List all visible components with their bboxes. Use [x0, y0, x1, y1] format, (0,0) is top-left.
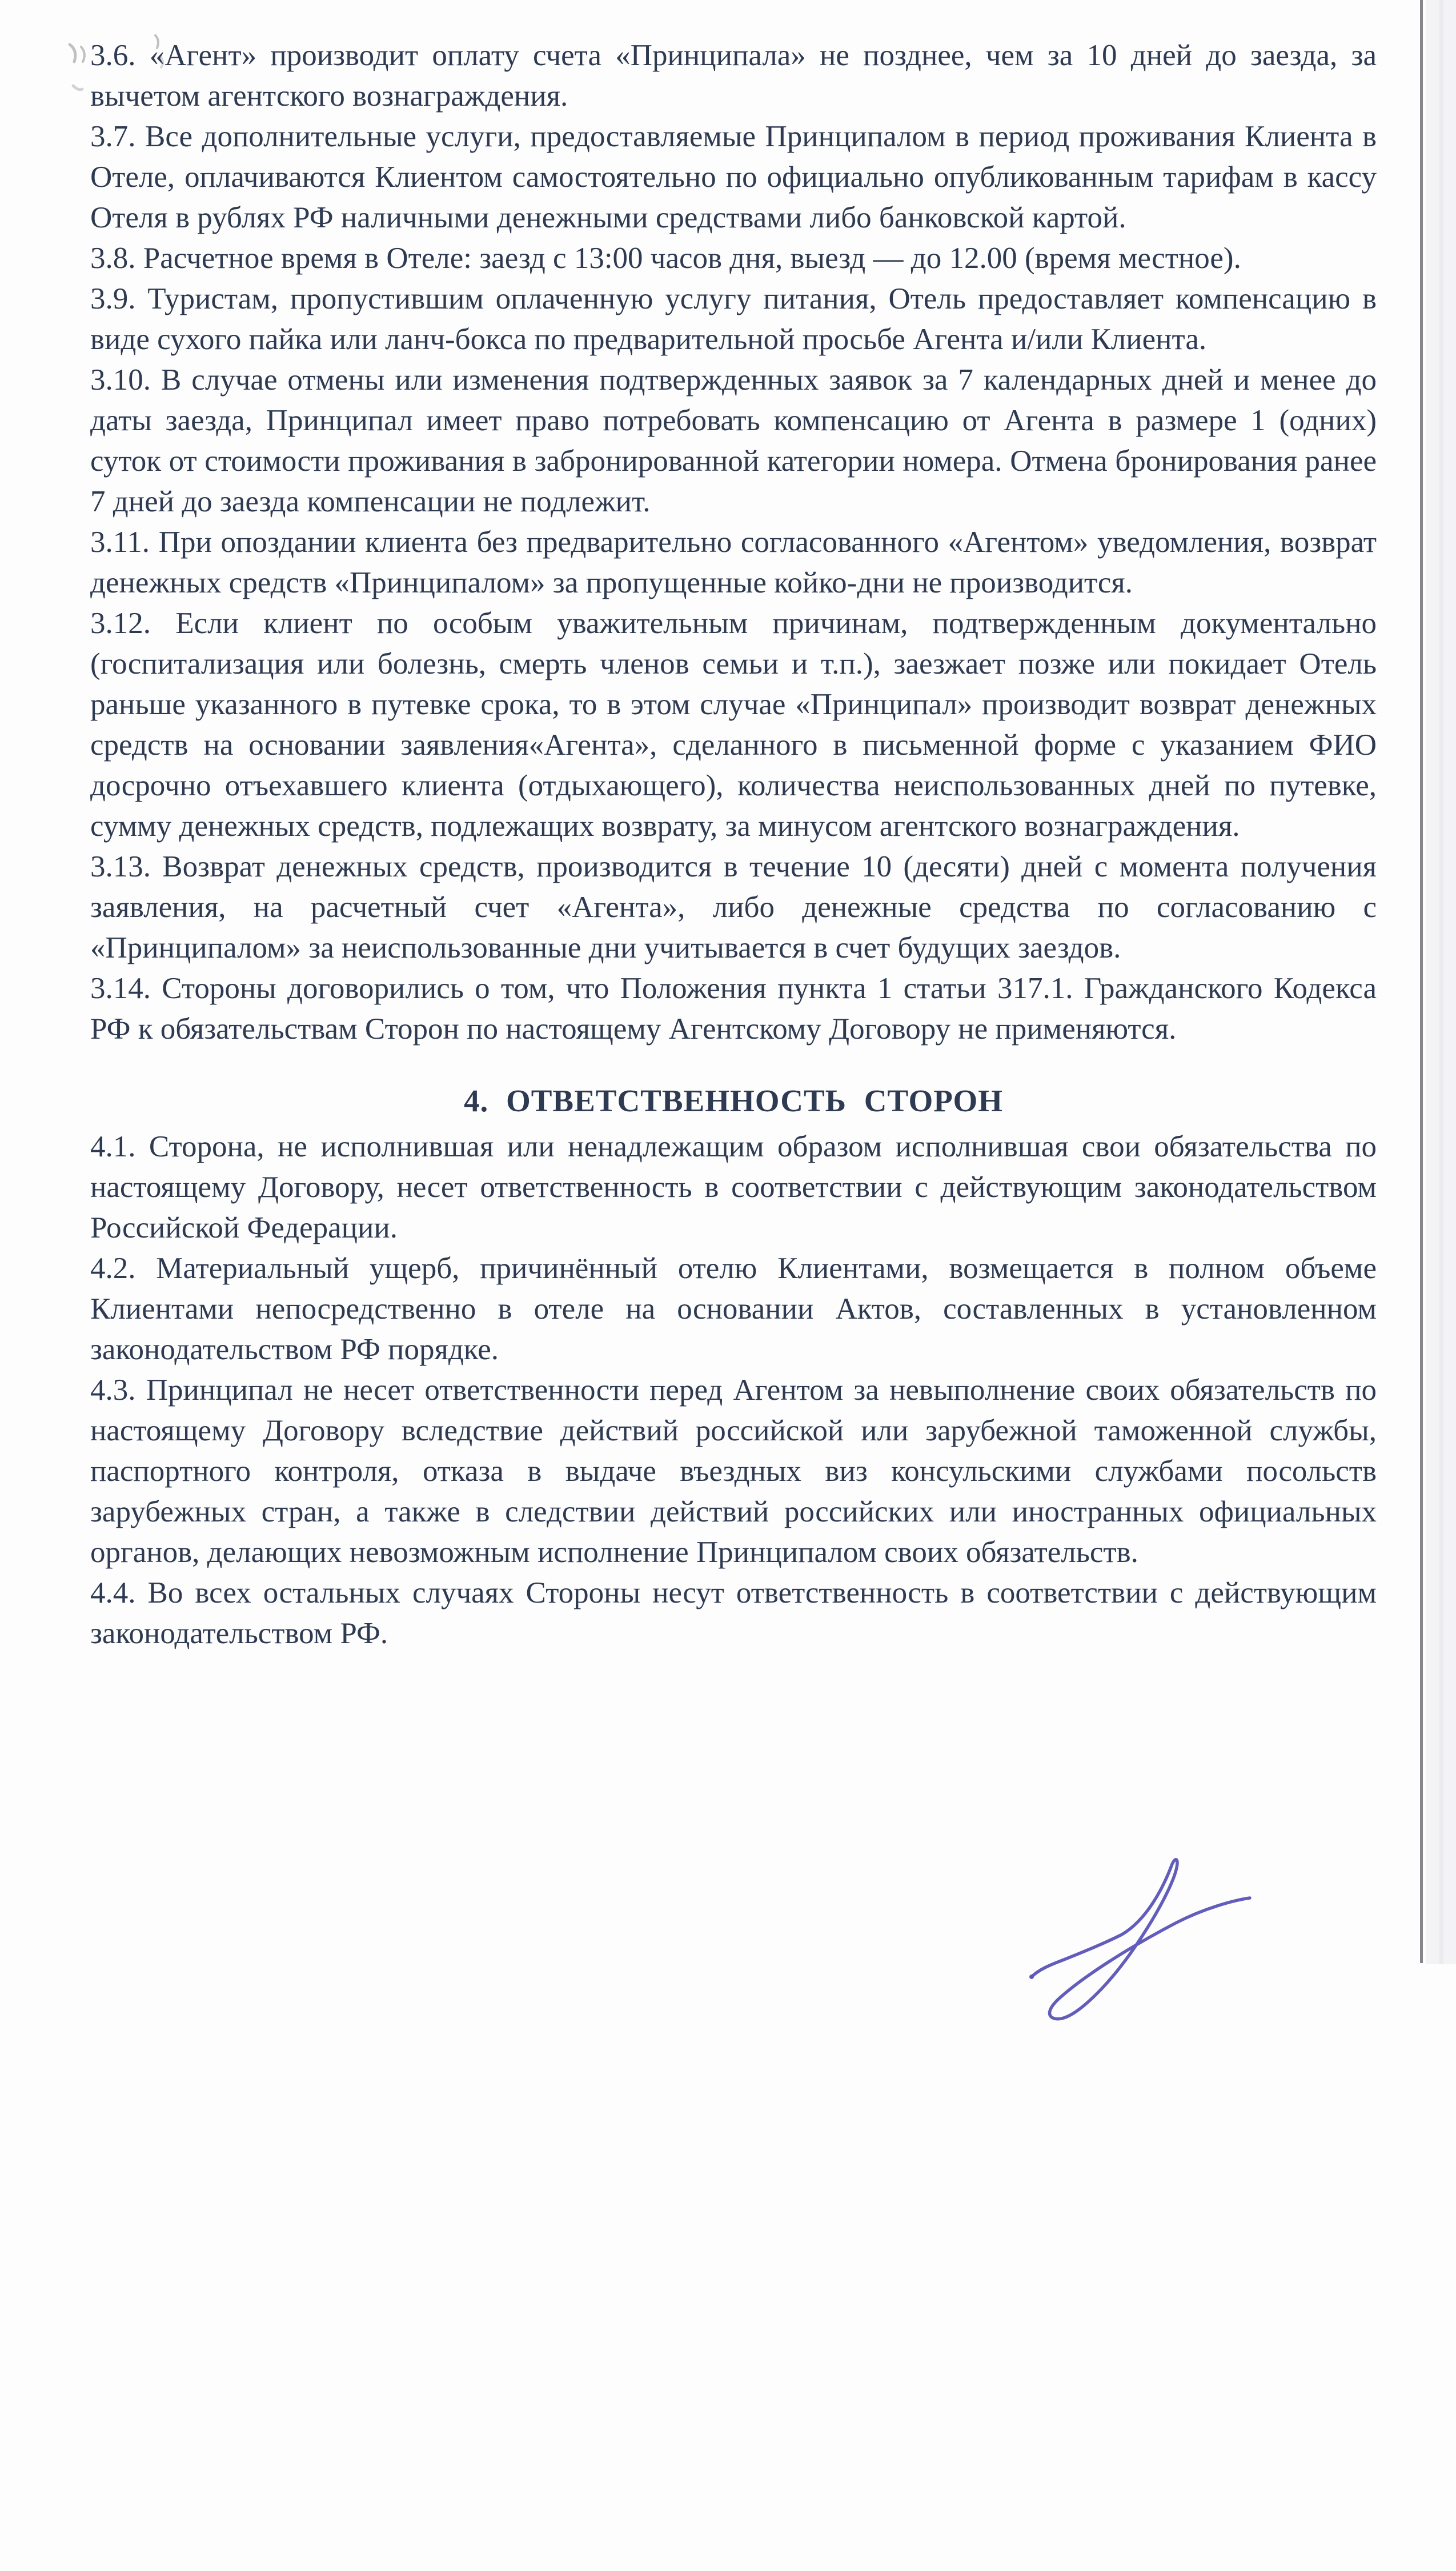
clause-3-6: 3.6. «Агент» производит оплату счета «Принципала» не позднее, чем за 10 дней до заезда, за вычетом агентского вознаграждения.: [90, 39, 1377, 113]
clause-4-1: 4.1. Сторона, не исполнившая или ненадлежащим образом исполнившая свои обязательства по настоящему Договору, несет ответственность в соответствии с действующим законодательством Российской Федерации.: [90, 1130, 1377, 1244]
clause-3-9: 3.9. Туристам, пропустившим оплаченную услугу питания, Отель предоставляет компенсацию в виде сухого пайка или ланч-бокса по предварительной просьбе Агента и/или Клиента.: [90, 282, 1377, 356]
clause-3-12: 3.12. Если клиент по особым уважительным причинам, подтвержденным документально (госпитализация или болезнь, смерть членов семьи и т.п.), заезжает позже или покидает Отель раньше указанного в путевке срока, то в этом случае «Принципал» производит возврат денежных средств на основании заявления«Агента», сделанного в письменной форме с указанием ФИО досрочно отъехавшего клиента (отдыхающего), количества неиспользованных дней по путевке, сумму денежных средств, подлежащих возврату, за минусом агентского вознаграждения.: [90, 607, 1377, 843]
clause-3-14: 3.14. Стороны договорились о том, что Положения пункта 1 статьи 317.1. Гражданского Кодекса РФ к обязательствам Сторон по настоящему Агентскому Договору не применяются.: [90, 972, 1377, 1046]
signature-ink-blob: [1029, 1975, 1034, 1979]
clause-3-10: 3.10. В случае отмены или изменения подтвержденных заявок за 7 календарных дней и менее до даты заезда, Принципал имеет право потребовать компенсацию от Агента в размере 1 (одних) суток от стоимости проживания в забронированной категории номера. Отмена бронирования ранее 7 дней до заезда компенсации не подлежит.: [90, 363, 1377, 518]
clause-4-4: 4.4. Во всех остальных случаях Стороны несут ответственность в соответствии с действующим законодательством РФ.: [90, 1576, 1377, 1650]
clause-3-13: 3.13. Возврат денежных средств, производится в течение 10 (десяти) дней с момента получения заявления, на расчетный счет «Агента», либо денежные средства по согласованию с «Принципалом» за неиспользованные дни учитывается в счет будущих заездов.: [90, 850, 1377, 964]
contract-text-column: [90, 35, 1377, 1654]
clause-4-2: 4.2. Материальный ущерб, причинённый отелю Клиентами, возмещается в полном объеме Клиентами непосредственно в отеле на основании Актов, составленных в установленном законодательством РФ порядке.: [90, 1252, 1377, 1366]
signature-svg: [1010, 1850, 1273, 2039]
scan-edge-streak: [1439, 0, 1443, 1964]
section-4-heading: 4. ОТВЕТСТВЕННОСТЬ СТОРОН: [463, 1083, 1004, 1118]
signature-stroke: [1032, 1860, 1250, 2019]
handwritten-signature: [1010, 1850, 1273, 2039]
clause-3-7: 3.7. Все дополнительные услуги, предоставляемые Принципалом в период проживания Клиента в Отеле, оплачиваются Клиентом самостоятельно по официально опубликованным тарифам в кассу Отеля в рублях РФ наличными денежными средствами либо банковской картой.: [90, 120, 1377, 234]
clause-3-8: 3.8. Расчетное время в Отеле: заезд с 13:00 часов дня, выезд — до 12.00 (время местное).: [90, 242, 1241, 275]
clause-4-3: 4.3. Принципал не несет ответственности перед Агентом за невыполнение своих обязательств по настоящему Договору вследствие действий российской или зарубежной таможенной службы, паспортного контроля, отказа в выдаче въездных виз консульскими службами посольств зарубежных стран, а также в следствии действий российских или иностранных официальных органов, делающих невозможным исполнение Принципалом своих обязательств.: [90, 1373, 1377, 1569]
clause-3-11: 3.11. При опоздании клиента без предварительно согласованного «Агентом» уведомления, возврат денежных средств «Принципалом» за пропущенные койко-дни не производится.: [90, 526, 1377, 599]
scan-edge-band: [1426, 0, 1456, 1964]
scan-edge-line: [1420, 0, 1423, 1963]
